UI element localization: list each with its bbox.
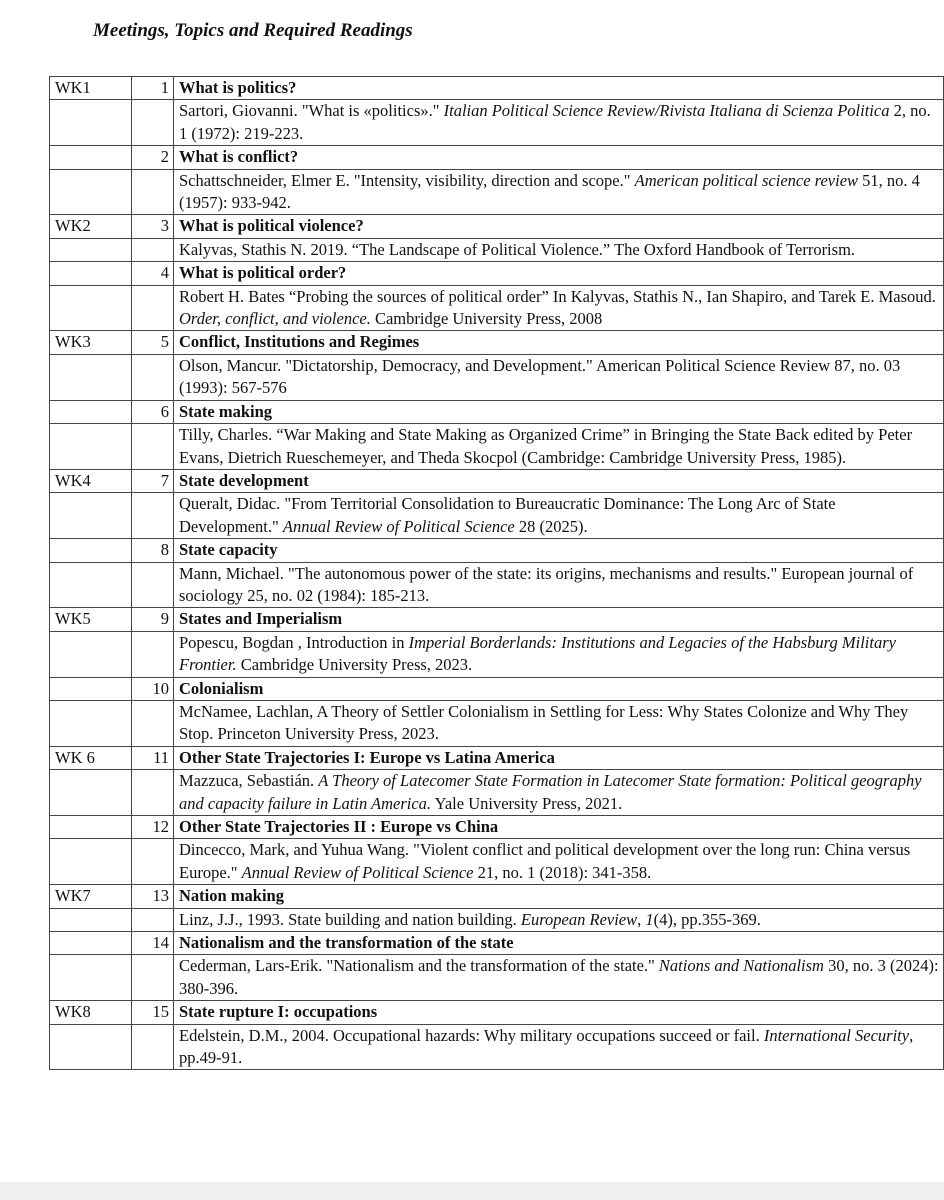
meeting-topic-row — [50, 469, 944, 492]
citation-italic-segment: Annual Review of Political Science — [241, 862, 474, 882]
meeting-topic — [174, 816, 944, 839]
empty-cell — [50, 700, 132, 746]
citation-segment: McNamee, Lachlan, A Theory of Settler Colonialism in Settling for Less: Why States Colonize and Why They Stop. Princeton University Press, 2023. — [179, 701, 909, 744]
reading-citation — [174, 562, 944, 608]
citation-italic-segment: 1 — [645, 909, 654, 929]
meeting-topic-text: What is conflict? — [179, 147, 299, 167]
meeting-topic-row — [50, 608, 944, 631]
citation-segment: Edelstein, D.M., 2004. Occupational hazards: Why military occupations succeed or fail. — [179, 1025, 764, 1045]
empty-cell — [132, 1024, 174, 1070]
meeting-reading-row — [50, 631, 944, 677]
meeting-topic-text: What is political violence? — [179, 216, 364, 236]
citation-segment: Cambridge University Press, 2023. — [236, 655, 473, 675]
page-title: Meetings, Topics and Required Readings — [93, 20, 413, 41]
citation-italic-segment: A Theory of Latecomer State Formation in Latecomer State formation: Political geography and capacity failure in Latin America. — [179, 771, 922, 813]
meeting-number: 12 — [132, 816, 174, 839]
meeting-topic-text: Nationalism and the transformation of the state — [179, 933, 514, 953]
citation-italic-segment: Annual Review of Political Science — [282, 516, 515, 536]
citation-segment: Tilly, Charles. “War Making and State Making as Organized Crime” in Bringing the State Back edited by Peter Evans, Dietrich Rueschemeyer, and Theda Skocpol (Cambridge: Cambridge University Press, 1985). — [179, 425, 913, 467]
meeting-topic-row — [50, 262, 944, 285]
citation-segment: Queralt, Didac. "From Territorial Consolidation to Bureaucratic Dominance: The Long Arc of State Development." — [179, 494, 836, 536]
citation-segment: Sartori, Giovanni. "What is «politics»." — [179, 101, 444, 121]
meeting-topic-text: State development — [179, 470, 309, 490]
meeting-number: 14 — [132, 932, 174, 955]
week-label: WK8 — [50, 1001, 132, 1024]
reading-citation — [174, 238, 944, 261]
meeting-topic — [174, 885, 944, 908]
citation-segment: 28 (2025). — [514, 516, 588, 536]
reading-citation — [174, 908, 944, 931]
empty-cell — [132, 955, 174, 1001]
meeting-topic-row — [50, 746, 944, 769]
meeting-reading-row — [50, 700, 944, 746]
meeting-number: 1 — [132, 77, 174, 100]
meeting-number: 10 — [132, 677, 174, 700]
meeting-topic-row — [50, 400, 944, 423]
meeting-topic-text: Nation making — [179, 886, 284, 906]
empty-cell — [50, 631, 132, 677]
meeting-reading-row — [50, 955, 944, 1001]
reading-citation — [174, 955, 944, 1001]
empty-cell — [50, 562, 132, 608]
meeting-number: 7 — [132, 469, 174, 492]
meeting-topic-row — [50, 215, 944, 238]
empty-cell — [50, 100, 132, 146]
meeting-topic-text: State capacity — [179, 540, 278, 560]
empty-cell — [132, 770, 174, 816]
meeting-reading-row — [50, 1024, 944, 1070]
empty-cell — [132, 169, 174, 215]
citation-segment: Cambridge University Press, 2008 — [370, 309, 603, 329]
meeting-topic-row — [50, 331, 944, 354]
meeting-topic — [174, 400, 944, 423]
meeting-topic-row — [50, 677, 944, 700]
meeting-reading-row — [50, 100, 944, 146]
citation-segment: Robert H. Bates “Probing the sources of political order” In Kalyvas, Stathis N., Ian Shapiro, and Tarek E. Masoud. — [179, 286, 936, 306]
reading-citation — [174, 1024, 944, 1070]
readings-table-body — [50, 77, 944, 1070]
empty-cell — [50, 493, 132, 539]
empty-cell — [132, 285, 174, 331]
reading-citation — [174, 100, 944, 146]
meeting-topic — [174, 146, 944, 169]
meeting-number: 4 — [132, 262, 174, 285]
citation-italic-segment: Italian Political Science Review/Rivista Italiana di Scienza Politica — [443, 101, 890, 121]
citation-italic-segment: American political science review — [634, 170, 859, 190]
empty-cell — [132, 700, 174, 746]
week-label — [50, 816, 132, 839]
empty-cell — [132, 839, 174, 885]
meeting-reading-row — [50, 493, 944, 539]
meeting-reading-row — [50, 238, 944, 261]
week-label — [50, 677, 132, 700]
week-label: WK2 — [50, 215, 132, 238]
citation-segment: Kalyvas, Stathis N. 2019. “The Landscape of Political Violence.” The Oxford Handbook of Terrorism. — [179, 239, 856, 259]
empty-cell — [132, 354, 174, 400]
empty-cell — [50, 1024, 132, 1070]
meeting-reading-row — [50, 562, 944, 608]
meeting-reading-row — [50, 424, 944, 470]
meeting-reading-row — [50, 908, 944, 931]
week-label — [50, 539, 132, 562]
week-label: WK1 — [50, 77, 132, 100]
meeting-number: 3 — [132, 215, 174, 238]
empty-cell — [50, 908, 132, 931]
citation-italic-segment: Nations and Nationalism — [658, 956, 824, 976]
meeting-number: 2 — [132, 146, 174, 169]
meeting-topic-text: State rupture I: occupations — [179, 1002, 378, 1022]
meeting-topic-row — [50, 539, 944, 562]
week-label: WK 6 — [50, 746, 132, 769]
meeting-topic-text: Colonialism — [179, 678, 264, 698]
meeting-number: 6 — [132, 400, 174, 423]
meeting-topic — [174, 77, 944, 100]
empty-cell — [132, 100, 174, 146]
empty-cell — [132, 908, 174, 931]
reading-citation — [174, 493, 944, 539]
meeting-topic — [174, 677, 944, 700]
week-label — [50, 146, 132, 169]
week-label — [50, 262, 132, 285]
meeting-topic-row — [50, 77, 944, 100]
meeting-number: 15 — [132, 1001, 174, 1024]
empty-cell — [132, 238, 174, 261]
empty-cell — [132, 631, 174, 677]
reading-citation — [174, 700, 944, 746]
readings-table — [49, 76, 944, 1070]
citation-segment: , pp.49-91. — [179, 1025, 914, 1068]
reading-citation — [174, 169, 944, 215]
citation-italic-segment: Imperial Borderlands: Institutions and Legacies of the Habsburg Military Frontier. — [179, 632, 896, 675]
meeting-topic-text: State making — [179, 401, 273, 421]
meeting-topic-text: Other State Trajectories II : Europe vs China — [179, 817, 499, 836]
reading-citation — [174, 631, 944, 677]
meeting-topic — [174, 1001, 944, 1024]
week-label: WK5 — [50, 608, 132, 631]
citation-italic-segment: Order, conflict, and violence. — [179, 309, 371, 329]
empty-cell — [50, 955, 132, 1001]
citation-segment: Mazzuca, Sebastián. — [179, 771, 319, 791]
meeting-reading-row — [50, 839, 944, 885]
reading-citation — [174, 424, 944, 470]
citation-segment: (4), pp.355-369. — [653, 909, 761, 929]
citation-segment: Schattschneider, Elmer E. "Intensity, visibility, direction and scope." — [179, 170, 635, 190]
citation-segment: 30, no. 3 (2024): 380-396. — [179, 956, 939, 998]
meeting-topic-row — [50, 816, 944, 839]
meeting-number: 13 — [132, 885, 174, 908]
empty-cell — [50, 238, 132, 261]
meeting-topic-text: Conflict, Institutions and Regimes — [179, 332, 420, 352]
citation-segment: 2, no. 1 (1972): 219-223. — [179, 101, 931, 143]
meeting-topic-text: What is politics? — [179, 78, 297, 97]
meeting-topic — [174, 469, 944, 492]
citation-segment: Cederman, Lars-Erik. "Nationalism and the transformation of the state." — [179, 956, 659, 976]
meeting-topic — [174, 932, 944, 955]
meeting-topic — [174, 608, 944, 631]
meeting-topic — [174, 215, 944, 238]
week-label: WK3 — [50, 331, 132, 354]
citation-segment: Yale University Press, 2021. — [431, 793, 623, 813]
meeting-topic-row — [50, 146, 944, 169]
citation-segment: Mann, Michael. "The autonomous power of the state: its origins, mechanisms and results." European journal of sociology 25, no. 02 (1984): 185-213. — [179, 563, 914, 605]
meeting-number: 5 — [132, 331, 174, 354]
empty-cell — [132, 424, 174, 470]
citation-italic-segment: International Security — [763, 1025, 910, 1045]
meeting-topic — [174, 331, 944, 354]
citation-segment: Olson, Mancur. "Dictatorship, Democracy, and Development." American Political Science Review 87, no. 03 (1993): 567-576 — [179, 355, 901, 398]
meeting-reading-row — [50, 285, 944, 331]
citation-segment: , — [637, 909, 646, 929]
reading-citation — [174, 354, 944, 400]
meeting-reading-row — [50, 354, 944, 400]
empty-cell — [50, 169, 132, 215]
citation-italic-segment: European Review — [520, 909, 638, 929]
meeting-number: 9 — [132, 608, 174, 631]
empty-cell — [50, 770, 132, 816]
meeting-topic — [174, 539, 944, 562]
meeting-reading-row — [50, 169, 944, 215]
empty-cell — [50, 285, 132, 331]
week-label: WK7 — [50, 885, 132, 908]
empty-cell — [50, 354, 132, 400]
meeting-topic-text: What is political order? — [179, 263, 347, 283]
week-label — [50, 932, 132, 955]
meeting-topic-text: States and Imperialism — [179, 609, 343, 629]
meeting-topic-row — [50, 932, 944, 955]
meeting-number: 8 — [132, 539, 174, 562]
empty-cell — [132, 562, 174, 608]
meeting-topic-row — [50, 1001, 944, 1024]
empty-cell — [50, 839, 132, 885]
meeting-reading-row — [50, 770, 944, 816]
citation-segment: Dincecco, Mark, and Yuhua Wang. "Violent conflict and political development over the long run: China versus Europe." — [179, 840, 911, 882]
empty-cell — [50, 424, 132, 470]
page-bottom-edge — [0, 1182, 944, 1200]
citation-segment: 21, no. 1 (2018): 341-358. — [473, 862, 652, 882]
reading-citation — [174, 839, 944, 885]
meeting-topic — [174, 746, 944, 769]
empty-cell — [132, 493, 174, 539]
meeting-topic-row — [50, 885, 944, 908]
reading-citation — [174, 770, 944, 816]
meeting-topic-text: Other State Trajectories I: Europe vs Latina America — [179, 747, 555, 767]
citation-segment: Popescu, Bogdan , Introduction in — [179, 632, 409, 652]
meeting-number: 11 — [132, 746, 174, 769]
citation-segment: Linz, J.J., 1993. State building and nation building. — [179, 909, 521, 929]
reading-citation — [174, 285, 944, 331]
week-label: WK4 — [50, 469, 132, 492]
week-label — [50, 400, 132, 423]
citation-segment: 51, no. 4 (1957): 933-942. — [179, 170, 920, 213]
meeting-topic — [174, 262, 944, 285]
